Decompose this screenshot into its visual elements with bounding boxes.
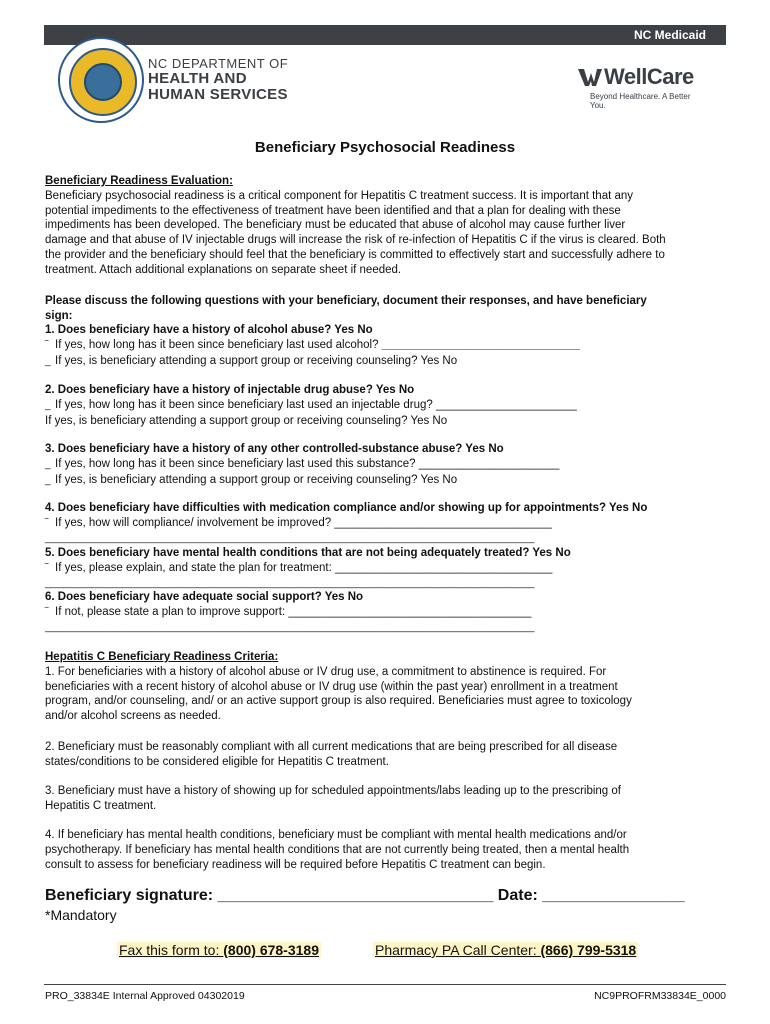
criteria-section bbox=[45, 650, 730, 724]
wellcare-mark-icon bbox=[578, 67, 602, 87]
evaluation-line: Beneficiary psychosocial readiness is a critical component for Hepatitis C treatment success. It is important that any bbox=[45, 189, 634, 202]
fax-number[interactable]: (800) 678-3189 bbox=[223, 942, 319, 958]
question-1-title: 1. Does beneficiary have a history of alcohol abuse? Yes No bbox=[45, 324, 373, 336]
question-3 bbox=[45, 442, 730, 488]
dept-line-3: HUMAN SERVICES bbox=[148, 86, 288, 103]
dept-line-2: HEALTH AND bbox=[148, 70, 247, 87]
instructions-line: sign: bbox=[45, 309, 73, 322]
signature-field[interactable]: Beneficiary signature: _______________________________ Date: ________________ bbox=[45, 887, 685, 904]
evaluation-line: impediments has been developed. The beneficiary must be educated that abuse of alcohol may cause further liver bbox=[45, 219, 626, 232]
instructions bbox=[45, 294, 730, 324]
ncdhhs-logo-text bbox=[148, 57, 288, 102]
instructions-line: Please discuss the following questions with your beneficiary, document their responses, and have beneficiary bbox=[45, 295, 647, 307]
evaluation-section bbox=[45, 174, 730, 278]
wellcare-logo bbox=[578, 64, 702, 110]
criteria-3-line: 3. Beneficiary must have a history of showing up for scheduled appointments/labs leading up to the prescribing of bbox=[45, 785, 621, 797]
state-seal-logo bbox=[58, 37, 144, 123]
checkbox-icon[interactable]: ‾ bbox=[45, 606, 49, 618]
pharmacy-label: Pharmacy PA Call Center: bbox=[375, 942, 541, 958]
header-banner bbox=[44, 25, 726, 45]
question-2 bbox=[45, 383, 730, 428]
evaluation-line: damage and that abuse of IV injectable drugs will increase the risk of re-infection of Hepatitis C if the virus is cleared. Both bbox=[45, 234, 666, 247]
question-4-title: 4. Does beneficiary have difficulties with medication compliance and/or showing up for appointments? Yes No bbox=[45, 502, 648, 514]
checkbox-icon[interactable]: _ bbox=[45, 458, 51, 470]
question-2-title: 2. Does beneficiary have a history of injectable drug abuse? Yes No bbox=[45, 384, 415, 396]
footer-doc-code: NC9PROFRM33834E_0000 bbox=[594, 990, 726, 1002]
question-4 bbox=[45, 501, 730, 546]
question-5-followup-1[interactable]: ‾ If yes, please explain, and state the plan for treatment: __________________________________ bbox=[45, 561, 730, 577]
answer-blank[interactable]: _______________________________ bbox=[381, 338, 580, 351]
seal-inner-ring bbox=[69, 48, 137, 116]
checkbox-icon[interactable]: _ bbox=[45, 474, 51, 486]
question-1-followup-1[interactable]: ‾ If yes, how long has it been since beneficiary last used alcohol? _______________________________ bbox=[45, 338, 730, 354]
footer-divider bbox=[44, 984, 726, 985]
program-label: NC Medicaid bbox=[633, 28, 706, 42]
criteria-4-line: consult to assess for beneficiary readiness will be required before Hepatitis C treatment can begin. bbox=[45, 858, 546, 871]
question-2-followup-2[interactable]: If yes, is beneficiary attending a support group or receiving counseling? Yes No bbox=[45, 414, 448, 427]
criteria-3-line: Hepatitis C treatment. bbox=[45, 799, 157, 812]
evaluation-line: potential impediments to the effectiveness of treatment have been identified and that a plan for dealing with these bbox=[45, 204, 621, 217]
question-2-followup-1[interactable]: _ If yes, how long has it been since beneficiary last used an injectable drug? ______________________ bbox=[45, 398, 730, 414]
question-3-followup-2[interactable]: _ If yes, is beneficiary attending a support group or receiving counseling? Yes No bbox=[45, 473, 730, 489]
checkbox-icon[interactable]: _ bbox=[45, 355, 51, 367]
checkbox-icon[interactable]: ‾ bbox=[45, 339, 49, 351]
criteria-4-line: psychotherapy. If beneficiary has mental health conditions that are not currently being treated, then a mental health bbox=[45, 843, 630, 856]
criteria-4-line: 4. If beneficiary has mental health conditions, beneficiary must be compliant with mental health medications and/or bbox=[45, 829, 627, 841]
page-title: Beneficiary Psychosocial Readiness bbox=[254, 139, 516, 156]
criteria-2 bbox=[45, 740, 730, 770]
criteria-3 bbox=[45, 784, 730, 814]
criteria-heading: Hepatitis C Beneficiary Readiness Criteria: bbox=[45, 651, 279, 663]
checkbox-icon[interactable]: ‾ bbox=[45, 517, 49, 529]
question-5-title: 5. Does beneficiary have mental health conditions that are not being adequately treated? Yes No bbox=[45, 547, 571, 559]
question-1 bbox=[45, 323, 730, 369]
question-6-followup-1[interactable]: ‾ If not, please state a plan to improve support: ______________________________________ bbox=[45, 605, 730, 621]
answer-blank-line[interactable]: ________________________________________________________________________________________ bbox=[45, 621, 535, 633]
question-3-title: 3. Does beneficiary have a history of any other controlled-substance abuse? Yes No bbox=[45, 443, 504, 455]
question-5 bbox=[45, 546, 730, 591]
criteria-2-line: 2. Beneficiary must be reasonably compliant with all current medications that are being prescribed for all disease bbox=[45, 741, 618, 753]
answer-blank-line[interactable]: ________________________________________________________________________________________ bbox=[45, 577, 535, 589]
question-6 bbox=[45, 590, 730, 635]
evaluation-line: treatment. Attach additional explanations on separate sheet if needed. bbox=[45, 263, 402, 276]
question-3-followup-1[interactable]: _ If yes, how long has it been since beneficiary last used this substance? ______________________ bbox=[45, 457, 730, 473]
question-1-followup-2[interactable]: _ If yes, is beneficiary attending a support group or receiving counseling? Yes No bbox=[45, 354, 730, 370]
criteria-1-line: program, and/or counseling, and/ or an active support group is also required. Beneficiaries must agree to toxicology bbox=[45, 695, 632, 708]
criteria-4 bbox=[45, 828, 730, 872]
criteria-1-line: and/or alcohol screens as needed. bbox=[45, 710, 221, 723]
pharmacy-number[interactable]: (866) 799-5318 bbox=[540, 942, 637, 958]
answer-blank-line[interactable]: ________________________________________________________________________________________ bbox=[45, 532, 535, 544]
fax-contact[interactable] bbox=[117, 942, 321, 958]
evaluation-line: the provider and the beneficiary should feel that the beneficiary is committed to effectively start and successfully adhere to bbox=[45, 248, 665, 261]
wellcare-tagline: Beyond Healthcare. A Better You. bbox=[590, 92, 691, 110]
evaluation-heading: Beneficiary Readiness Evaluation: bbox=[45, 175, 233, 187]
seal-center bbox=[84, 63, 122, 101]
criteria-2-line: states/conditions to be considered eligible for Hepatitis C treatment. bbox=[45, 755, 389, 768]
criteria-1-line: 1. For beneficiaries with a history of alcohol abuse or IV drug use, a commitment to abstinence is required. For bbox=[45, 665, 607, 678]
mandatory-note: *Mandatory bbox=[45, 907, 117, 923]
question-6-title: 6. Does beneficiary have adequate social support? Yes No bbox=[45, 591, 364, 603]
dept-line-1: NC DEPARTMENT OF bbox=[148, 56, 289, 71]
fax-label: Fax this form to: bbox=[119, 942, 224, 958]
question-4-followup-1[interactable]: ‾ If yes, how will compliance/ involvement be improved? __________________________________ bbox=[45, 516, 730, 532]
wellcare-name: WellCare bbox=[604, 64, 694, 89]
checkbox-icon[interactable]: _ bbox=[45, 399, 51, 411]
footer-form-id: PRO_33834E Internal Approved 04302019 bbox=[45, 990, 245, 1002]
pharmacy-contact[interactable] bbox=[373, 942, 638, 958]
checkbox-icon[interactable]: ‾ bbox=[45, 562, 49, 574]
criteria-1-line: beneficiaries with a recent history of alcohol abuse or IV drug use (within the past year) enrollment in a treatment bbox=[45, 680, 618, 693]
